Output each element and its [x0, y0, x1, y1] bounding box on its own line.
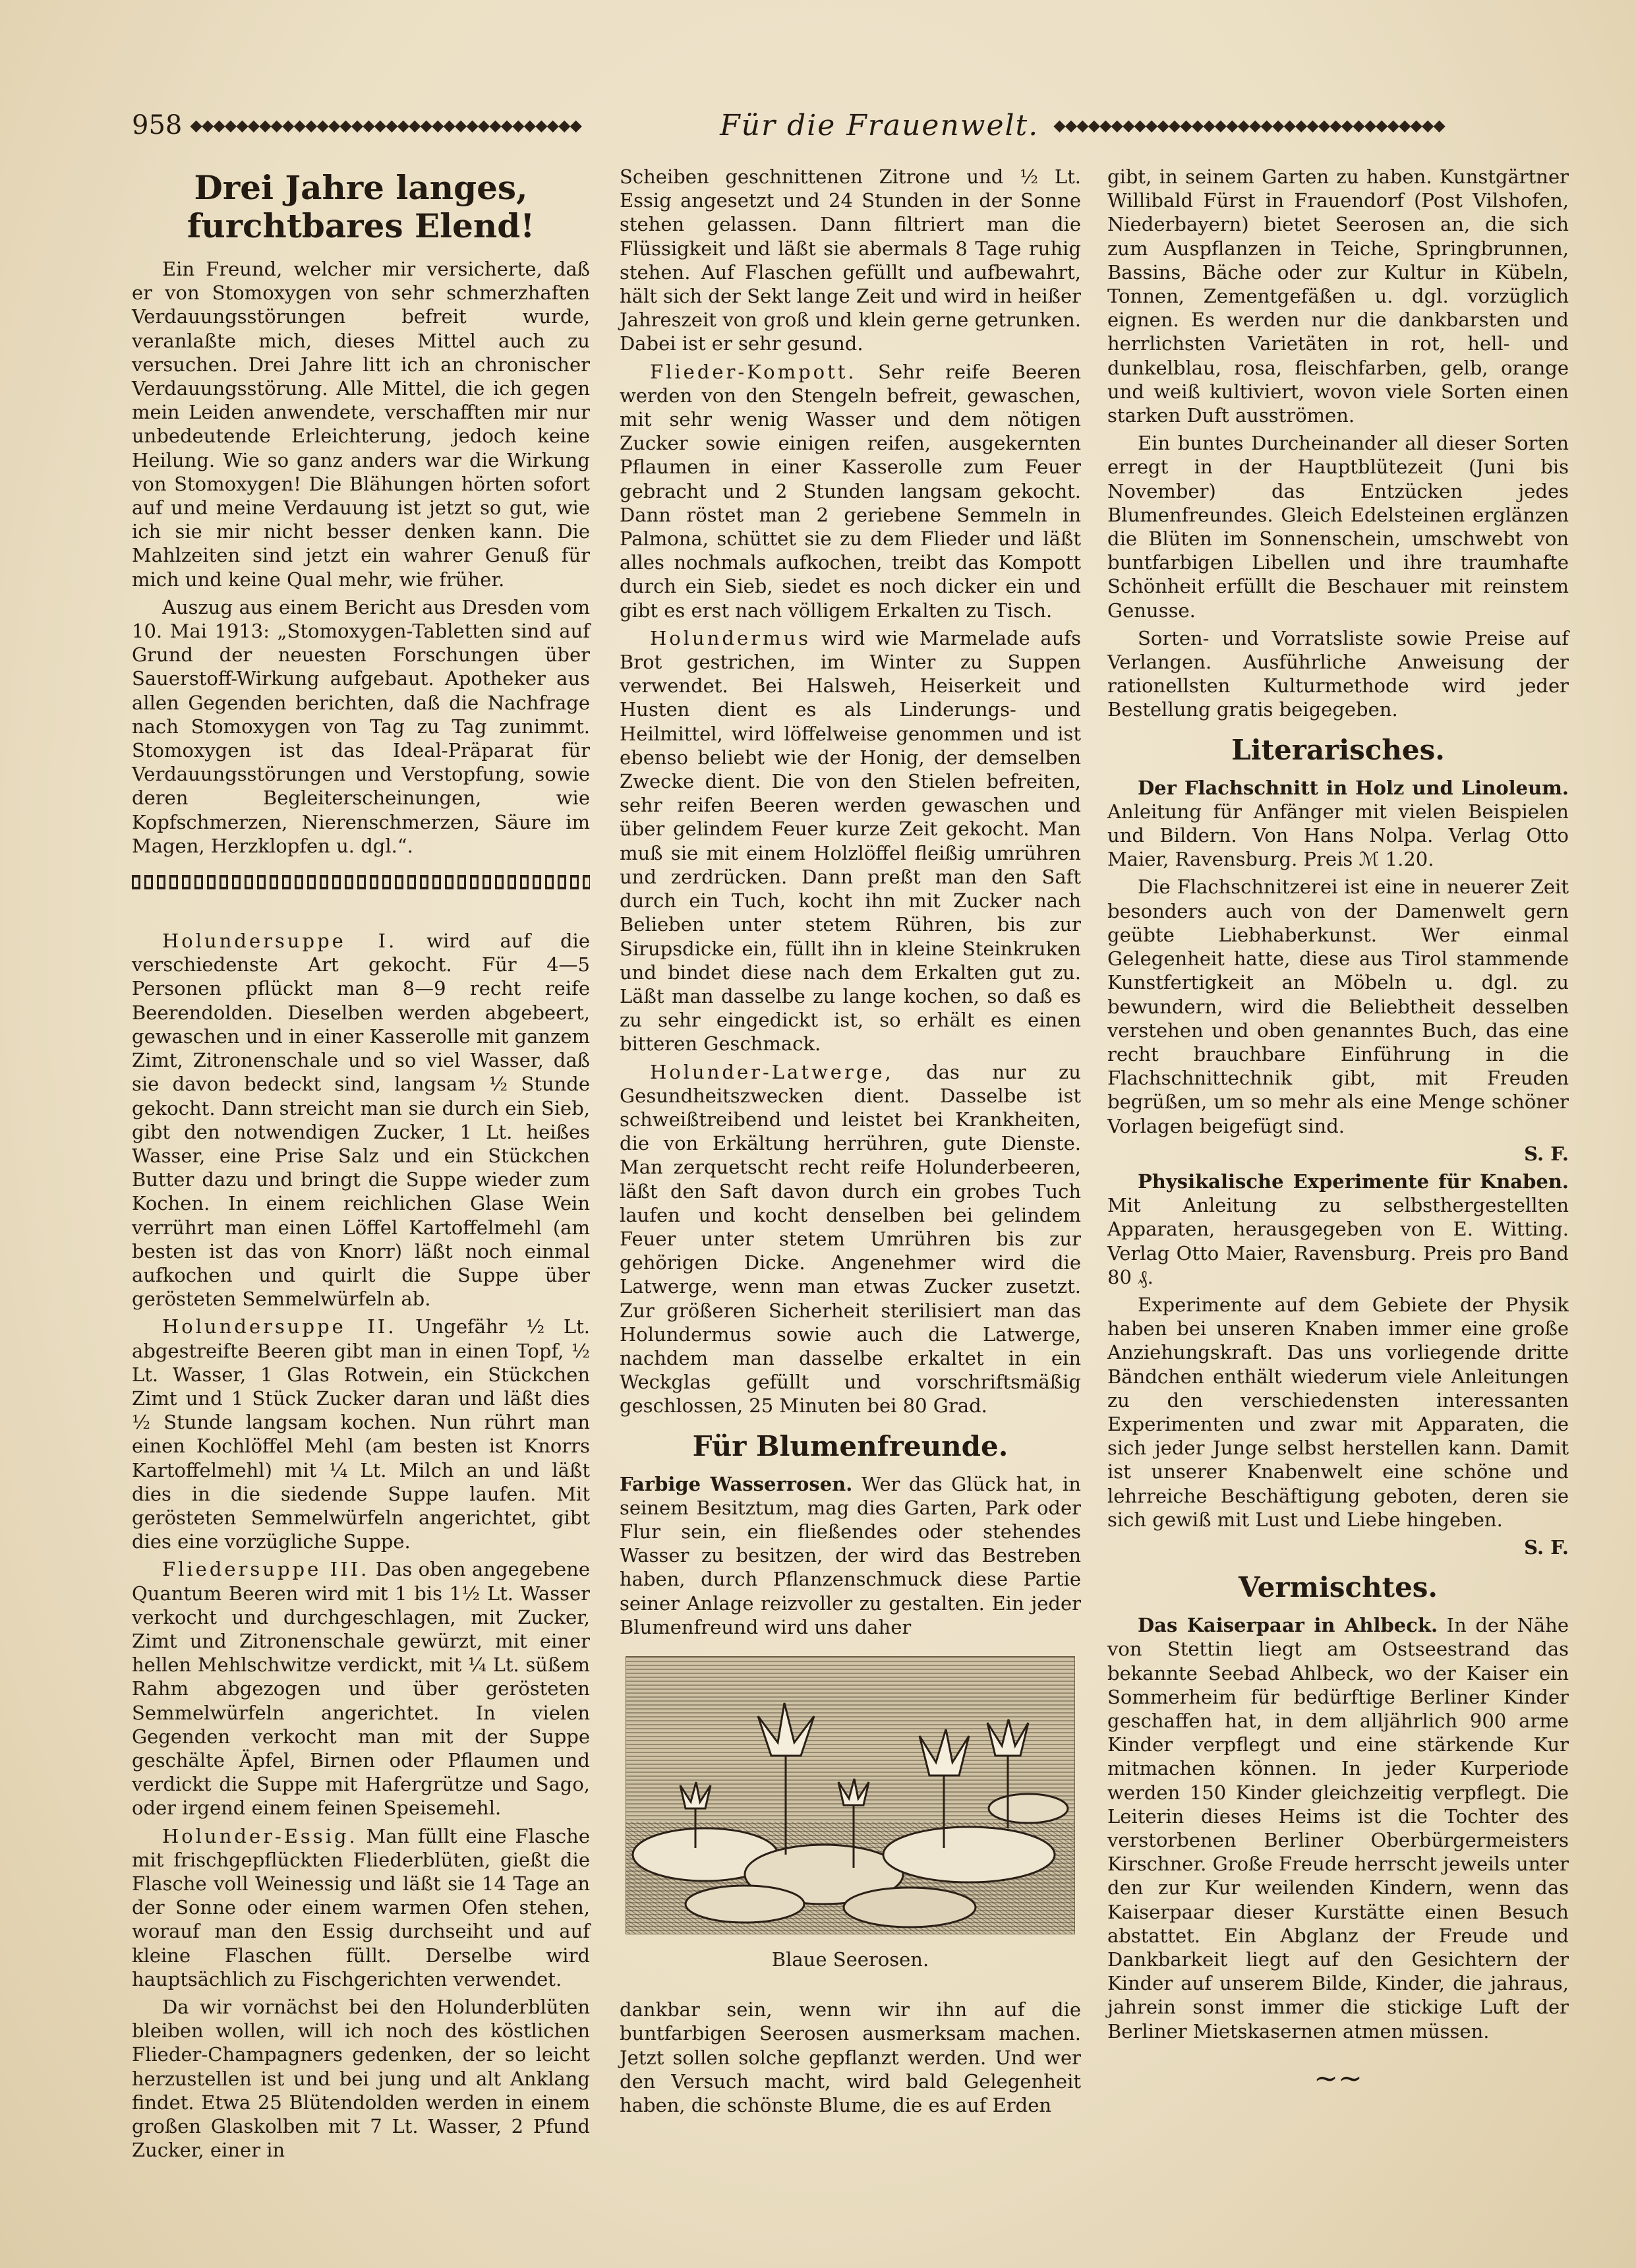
recipe-text: Ungefähr ½ Lt. abgestreifte Beeren gibt man in einen Topf, ½ Lt. Wasser, 1 Glas Rotwein, ein Stückchen Zimt und 1 Stück Zucker daran und läßt dies ½ Stunde langsam kochen. Nun rührt man einen Kochlöffel Mehl (am besten ist Knorrs Kartoffelmehl) mit ¼ Lt. Milch an und läßt dies in die siedende Suppe laufen. Mit gerösteten Semmelwürfeln angerichtet, gibt dies eine vorzügliche Suppe.	[132, 1315, 590, 1553]
recipe-lead: Holunder-Essig.	[162, 1824, 358, 1847]
figure-caption: Blaue Seerosen.	[771, 1948, 929, 1971]
recipe-flieder-kompott	[620, 360, 1081, 622]
book-flachschnitt-review: Die Flachschnitzerei ist eine in neuerer Zeit besonders auch von der Damenwelt gern geübte Liebhaberkunst. Wer einmal Gelegenheit hatte, diese aus Tirol stammende Kunstfertigkeit an Möbeln u. dgl. zu bewundern, wird die Beliebtheit desselben verstehen und oben genanntes Buch, das eine recht brauchbare Einführung in die Flachschnittechnik gibt, mit Freuden begrüßen, um so mehr als eine Menge schöner Vorlagen beigefügt sind.	[1107, 876, 1569, 1137]
section-title-literarisches: Literarisches.	[1231, 733, 1445, 766]
recipe-lead: Fliedersuppe III.	[162, 1558, 370, 1581]
recipe-lead: Flieder-Kompott.	[650, 360, 857, 383]
recipe-holundersuppe-1	[132, 929, 590, 1311]
running-head: Für die Frauenwelt.	[720, 108, 1039, 142]
article-title: Drei Jahre langes, furchtbares Elend!	[187, 168, 535, 245]
recipe-fliedersuppe-3	[132, 1557, 590, 1820]
book-details: Anleitung für Anfänger mit vielen Beispielen und Bildern. Von Hans Nolpa. Verlag Otto Maier, Ravensburg. Preis ℳ 1.20.	[1107, 800, 1569, 871]
page-header	[132, 99, 1569, 152]
article-wasserrosen-continued: dankbar sein, wenn wir ihn auf die buntfarbigen Seerosen ausmerksam machen. Jetzt sollen solche gepflanzt werden. Und wer den Versuch macht, wird bald Gelegenheit haben, die schönste Blume, die es auf Erden	[620, 1998, 1081, 2116]
article-text: In der Nähe von Stettin liegt am Ostseestrand das bekannte Seebad Ahlbeck, wo der Kaiser ein Sommerheim für bedürftige Berliner Kinder geschaffen hat, in dem alljährlich 900 arme Kinder verpflegt und eine stärkende Kur mitmachen können. In jeder Kurperiode werden 150 Kinder gleichzeitig verpflegt. Die Leiterin dieses Heims ist die Tochter des verstorbenen Berliner Oberbürgermeisters Kirschner. Große Freude herrscht jeweils unter den zur Kur weilenden Kindern, wenn das Kaiserpaar dieser Kurstätte einen Besuch abstattet. Ein Abglanz der Freude und Dankbarkeit liegt auf den Gesichtern der Kinder auf unserem Bilde, Kinder, die jahraus, jahrein sonst immer die stickige Luft der Berliner Mietskasernen atmen müssen.	[1107, 1614, 1569, 2043]
column-3	[1107, 165, 1569, 2149]
water-lily-illustration	[620, 1656, 1081, 1971]
recipe-text: Man füllt eine Flasche mit frischgepflückten Fliederblüten, gießt die Flasche voll Weinessig und läßt sie 14 Tage an der Sonne oder einem warmen Ofen stehen, worauf man den Essig durchseiht und auf kleine Flaschen füllt. Derselbe wird hauptsächlich zu Fischgerichten verwendet.	[132, 1824, 590, 1990]
book-flachschnitt-citation	[1107, 776, 1569, 872]
review-signature: S. F.	[1524, 1142, 1569, 1165]
column-1	[132, 165, 590, 2162]
book-title: Physikalische Experimente für Knaben.	[1138, 1170, 1569, 1193]
recipe-holunder-latwerge	[620, 1060, 1081, 1418]
article-text: Wer das Glück hat, in seinem Besitztum, mag dies Garten, Park oder Flur sein, ein fließendes oder stehendes Wasser zu besitzen, der wird das Bestreben haben, durch Pflanzenschmuck diese Partie seiner Anlage reizvoller zu gestalten. Ein jeder Blumenfreund wird uns daher	[620, 1472, 1081, 1638]
book-experimente-citation	[1107, 1170, 1569, 1289]
recipe-lead: Holundersuppe I.	[162, 930, 397, 953]
article-kaiserpaar	[1107, 1613, 1569, 2043]
recipe-text: Das oben angegebene Quantum Beeren wird mit 1 bis 1½ Lt. Wasser verkocht und durchgeschlagen, mit Zucker, Zimt und Zitronenschale gewürzt, mit einer hellen Mehlschwitze verdickt, mit ¼ Lt. süßem Rahm abgezogen und über gerösteten Semmelwürfeln angerichtet. In vielen Gegenden verkocht man mit der Suppe geschälte Äpfel, Birnen oder Pflaumen und verdickt die Suppe mit Hafergrütze und Sago, oder irgend einem feinen Speisemehl.	[132, 1558, 590, 1820]
article-lead: Farbige Wasserrosen.	[620, 1472, 853, 1495]
square-ornament-divider	[132, 875, 590, 889]
page-number: 958	[132, 110, 183, 140]
article-lead: Das Kaiserpaar in Ahlbeck.	[1138, 1614, 1438, 1637]
recipe-holundermus	[620, 626, 1081, 1056]
book-details: Mit Anleitung zu selbsthergestellten Apparaten, herausgegeben von E. Witting. Verlag Otto Maier, Ravensburg. Preis pro Band 80 ₰.	[1107, 1194, 1569, 1288]
recipe-lead: Holundersuppe II.	[162, 1315, 397, 1338]
champagner-continued: Scheiben geschnittenen Zitrone und ½ Lt. Essig angesetzt und 24 Stunden in der Sonne stehen gelassen. Dann filtriert man die Flüssigkeit und läßt sie abermals 8 Tage ruhig stehen. Auf Flaschen gefüllt und aufbewahrt, hält sich der Sekt lange Zeit und wird in heißer Jahreszeit von groß und klein gerne getrunken. Dabei ist er sehr gesund.	[620, 165, 1081, 355]
header-ornament-left: ◆◆◆◆◆◆◆◆◆◆◆◆◆◆◆◆◆◆◆◆◆◆◆◆◆◆◆◆◆◆◆◆◆◆	[190, 116, 581, 134]
article-wasserrosen	[620, 1472, 1081, 1639]
review-signature: S. F.	[1524, 1536, 1569, 1559]
engraving-image	[626, 1656, 1075, 1934]
recipe-lead: Holundermus	[650, 626, 811, 649]
book-experimente-review: Experimente auf dem Gebiete der Physik haben bei unseren Knaben immer eine große Anziehungskraft. Das uns vorliegende dritte Bändchen enthält wiederum viele Anleitungen zu den verschiedensten interessanten Experimenten und zwar mit Apparaten, die sich jeder Junge selbst herstellen kann. Damit ist unserer Knabenwelt eine schöne und lehrreiche Beschäftigung geboten, deren sie sich gewiß mit Lust und Liebe hingeben.	[1107, 1293, 1569, 1531]
recipe-text: wird wie Marmelade aufs Brot gestrichen, im Winter zu Suppen verwendet. Bei Halsweh, Heiserkeit und Husten dient es als Linderungs- und Heilmittel, wird löffelweise genommen und ist ebenso beliebt wie der Honig, der demselben Zwecke dient. Die von den Stielen befreiten, sehr reifen Beeren werden gewaschen und über gelindem Feuer kurze Zeit gekocht. Man muß sie mit einem Holzlöffel fleißig umrühren und zerdrücken. Dann preßt man den Saft durch ein Tuch, kocht ihn mit Zucker nach Belieben unter stetem Rühren, bis zur Sirupsdicke ein, füllt ihn in kleine Steinkruken und bindet diese nach dem Erkalten gut zu. Läßt man dasselbe zu lange kochen, so daß es zu sehr eingedickt ist, so erhält es einen bitteren Geschmack.	[620, 626, 1081, 1056]
section-title-blumenfreunde: Für Blumenfreunde.	[692, 1429, 1008, 1462]
recipe-flieder-champagner: Da wir vornächst bei den Holunderblüten bleiben wollen, will ich noch des köstlichen Flieder-Champagners gedenken, der so leicht herzustellen ist und bei jung und alt Anklang findet. Etwa 25 Blütendolden werden in einem großen Glaskolben mit 7 Lt. Wasser, 2 Pfund Zucker, einer in	[132, 1996, 590, 2162]
recipe-text: das nur zu Gesundheitszwecken dient. Dasselbe ist schweißtreibend und leistet bei Krankheiten, die von Erkältung herrühren, gute Dienste. Man zerquetscht recht reife Holunderbeeren, läßt den Saft davon durch ein grobes Tuch laufen und kocht denselben bei gelindem Feuer unter stetem Umrühren bis zur gehörigen Dicke. Angenehmer wird die Latwerge, wenn man etwas Zucker zusetzt. Zur größeren Sicherheit sterilisiert man das Holundermus sowie auch die Latwerge, nachdem man dasselbe erkaltet in ein Weckglas gefüllt und vorschriftsmäßig geschlossen, 25 Minuten bei 80 Grad.	[620, 1060, 1081, 1418]
book-title: Der Flachschnitt in Holz und Linoleum.	[1138, 776, 1569, 799]
header-ornament-right: ◆◆◆◆◆◆◆◆◆◆◆◆◆◆◆◆◆◆◆◆◆◆◆◆◆◆◆◆◆◆◆◆◆◆	[1053, 116, 1445, 134]
seerosen-paragraph-3: Sorten- und Vorratsliste sowie Preise auf Verlangen. Ausführliche Anweisung der rationellsten Kulturmethode wird jeder Bestellung gratis beigegeben.	[1107, 626, 1569, 721]
recipe-text: Sehr reife Beeren werden von den Stengeln befreit, gewaschen, mit sehr wenig Wasser und dem nötigen Zucker sowie einigen reifen, ausgekernten Pflaumen in einer Kasserolle zum Feuer gebracht und 2 Stunden langsam gekocht. Dann röstet man 2 geriebene Semmeln in Palmona, schüttet sie zu dem Flieder und läßt alles nochmals aufkochen, treibt das Kompott durch ein Sieb, siedet es noch dicker ein und gibt es erst nach völligem Erkalten zu Tisch.	[620, 360, 1081, 622]
advert-paragraph: Ein Freund, welcher mir versicherte, daß er von Stomoxygen von sehr schmerzhaften Verdauungsstörungen befreit wurde, veranlaßte mich, dieses Mittel auch zu versuchen. Drei Jahre litt ich an chronischer Verdauungsstörung. Alle Mittel, die ich gegen mein Leiden anwendete, verschafften mir nur unbedeutende Erleichterung, jedoch keine Heilung. Wie so ganz anders war die Wirkung von Stomoxygen! Die Blähungen hörten sofort auf und meine Verdauung ist jetzt so gut, wie ich sie mir nicht besser denken kann. Die Mahlzeiten sind jetzt ein wahrer Genuß für mich und keine Qual mehr, wie früher.	[132, 258, 590, 591]
section-title-vermischtes: Vermischtes.	[1238, 1571, 1438, 1604]
recipe-lead: Holunder-Latwerge,	[650, 1060, 894, 1083]
column-2	[620, 165, 1081, 2149]
recipe-holunder-essig	[132, 1824, 590, 1991]
seerosen-continued: gibt, in seinem Garten zu haben. Kunstgärtner Willibald Fürst in Frauendorf (Post Vilshofen, Niederbayern) bietet Seerosen an, die sich zum Auspflanzen in Teiche, Springbrunnen, Bassins, Bäche oder zur Kultur in Kübeln, Tonnen, Zementgefäßen u. dgl. vorzüglich eignen. Es werden nur die dankbarsten und herrlichsten Varietäten in rot, hell- und dunkelblau, rosa, fleischfarben, gelb, orange und weiß kultiviert, wovon viele Sorten einen starken Duft ausströmen.	[1107, 165, 1569, 427]
water-lily-engraving	[626, 1657, 1074, 1934]
recipe-holundersuppe-2	[132, 1315, 590, 1553]
end-ornament: ∼∼	[1314, 2061, 1362, 2095]
advert-report-paragraph: Auszug aus einem Bericht aus Dresden vom 10. Mai 1913: „Stomoxygen-Tabletten sind auf Grund der neuesten Forschungen über Sauerstoff-Wirkung aufgebaut. Apotheker aus allen Gegenden berichten, daß die Nachfrage nach Stomoxygen von Tag zu Tag zunimmt. Stomoxygen ist das Ideal-Präparat für Verdauungsstörungen und Verstopfung, sowie deren Begleiterscheinungen, wie Kopfschmerzen, Nierenschmerzen, Säure im Magen, Herzklopfen u. dgl.“.	[132, 595, 590, 857]
seerosen-paragraph-2: Ein buntes Durcheinander all dieser Sorten erregt in der Hauptblütezeit (Juni bis November) das Entzücken jedes Blumenfreundes. Gleich Edelsteinen erglänzen die Blüten im Sonnenschein, umschwebt von buntfarbigen Libellen und ihre traumhafte Schönheit erfüllt die Beschauer mit reinstem Genusse.	[1107, 432, 1569, 622]
recipe-text: wird auf die verschiedenste Art gekocht. Für 4—5 Personen pflückt man 8—9 recht reife Beerendolden. Dieselben werden abgebeert, gewaschen und in einer Kasserolle mit ganzem Zimt, Zitronenschale und so viel Wasser, daß sie davon bedeckt sind, langsam ½ Stunde gekocht. Dann streicht man sie durch ein Sieb, gibt den notwendigen Zucker, 1 Lt. heißes Wasser, eine Prise Salz und ein Stückchen Butter dazu und bringt die Suppe wieder zum Kochen. In einem reichlichen Glase Wein verrührt man einen Löffel Kartoffelmehl (am besten ist das von Knorr) läßt noch einmal aufkochen und quirlt die Suppe über gerösteten Semmelwürfeln ab.	[132, 930, 590, 1311]
